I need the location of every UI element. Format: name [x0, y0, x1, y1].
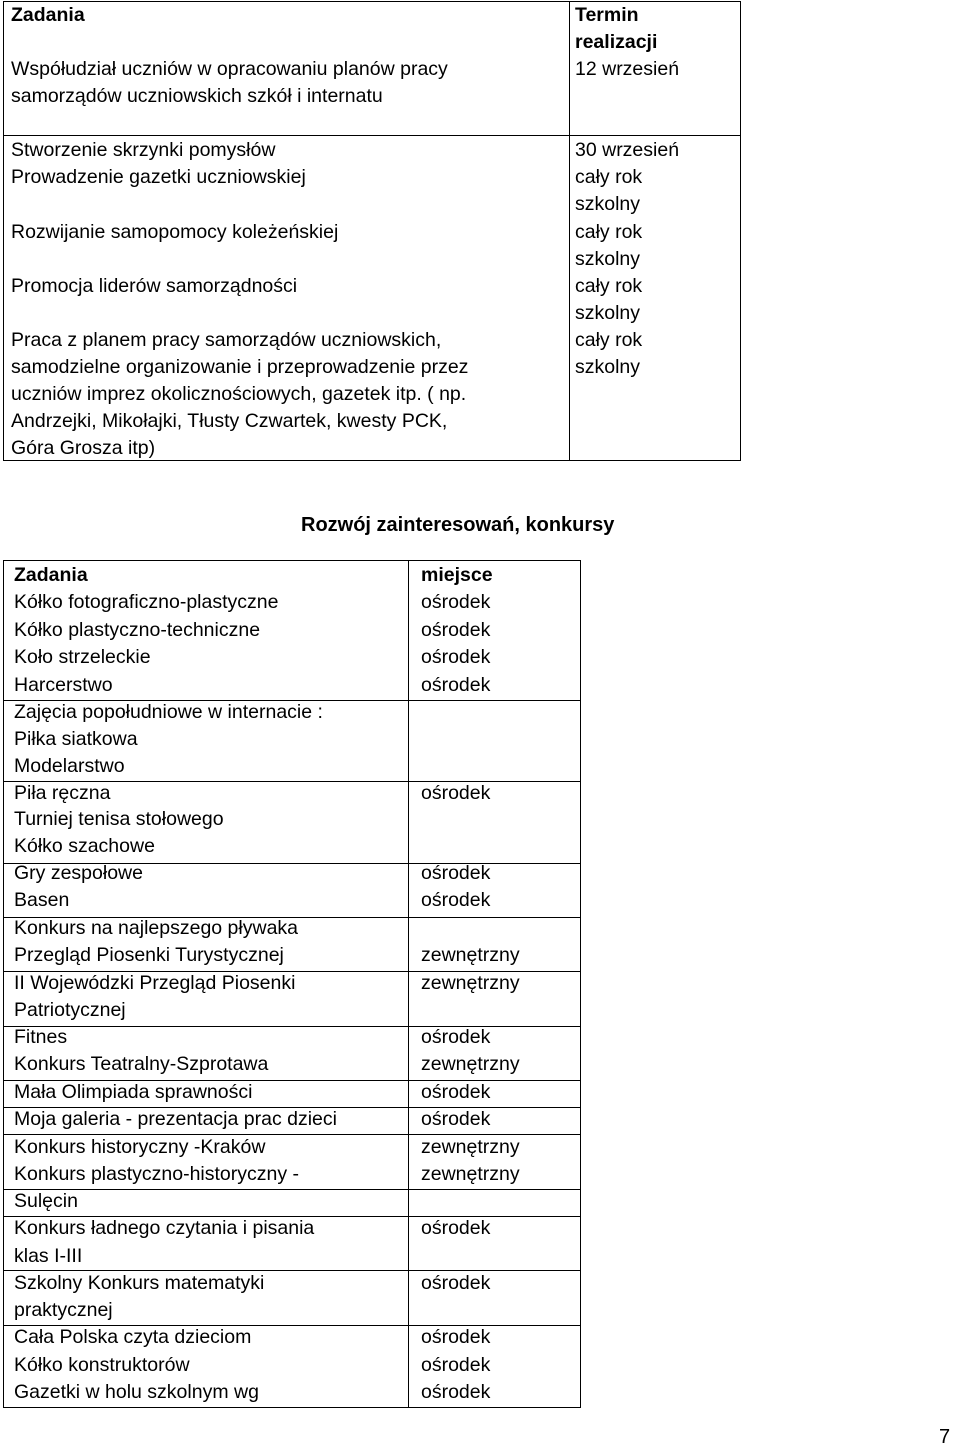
deadline-line: szkolny: [575, 193, 641, 215]
location-line: ośrodek: [421, 1108, 491, 1130]
row-divider: [4, 1189, 580, 1190]
task-line: samodzielne organizowanie i przeprowadzenie przez: [11, 356, 469, 378]
location-line: ośrodek: [421, 1217, 491, 1239]
task-line: Rozwijanie samopomocy koleżeńskiej: [11, 221, 339, 243]
location-line: zewnętrzny: [421, 1053, 520, 1075]
task-line: samorządów uczniowskich szkół i internatu: [11, 85, 383, 107]
activity-line: Modelarstwo: [14, 755, 125, 777]
location-line: ośrodek: [421, 1272, 491, 1294]
location-line: zewnętrzny: [421, 1163, 520, 1185]
task-line: Góra Grosza itp): [11, 437, 156, 459]
task-line: uczniów imprez okolicznościowych, gazetek itp. ( np.: [11, 383, 467, 405]
activity-line: II Wojewódzki Przegląd Piosenki: [14, 972, 296, 994]
header-termin: Termin: [575, 4, 639, 26]
location-line: ośrodek: [421, 889, 491, 911]
location-line: zewnętrzny: [421, 944, 520, 966]
deadline-line: cały rok: [575, 275, 643, 297]
deadline-line: 12 wrzesień: [575, 58, 680, 80]
activity-line: Szkolny Konkurs matematyki: [14, 1272, 265, 1294]
task-line: Praca z planem pracy samorządów uczniowskich,: [11, 329, 442, 351]
page-number: 7: [939, 1426, 951, 1448]
deadline-line: szkolny: [575, 302, 641, 324]
activity-line: praktycznej: [14, 1299, 113, 1321]
deadline-line: cały rok: [575, 329, 643, 351]
activity-line: Turniej tenisa stołowego: [14, 808, 224, 830]
activity-line: Moja galeria - prezentacja prac dzieci: [14, 1108, 337, 1130]
location-line: ośrodek: [421, 782, 491, 804]
location-line: ośrodek: [421, 1026, 491, 1048]
location-line: ośrodek: [421, 674, 491, 696]
task-line: Współudział uczniów w opracowaniu planów pracy: [11, 58, 448, 80]
activity-line: Cała Polska czyta dzieciom: [14, 1326, 252, 1348]
header-realizacji: realizacji: [575, 31, 658, 53]
activity-line: Piła ręczna: [14, 782, 111, 804]
header-miejsce: miejsce: [421, 564, 493, 586]
deadline-line: cały rok: [575, 166, 643, 188]
column-divider: [569, 2, 570, 460]
location-line: ośrodek: [421, 1326, 491, 1348]
row-divider: [4, 1026, 580, 1027]
row-divider: [4, 135, 740, 136]
task-line: Andrzejki, Mikołajki, Tłusty Czwartek, kwesty PCK,: [11, 410, 448, 432]
header-zadania: Zadania: [14, 564, 88, 586]
task-line: Promocja liderów samorządności: [11, 275, 298, 297]
activity-line: Kółko konstruktorów: [14, 1354, 190, 1376]
activity-line: Konkurs plastyczno-historyczny -: [14, 1163, 300, 1185]
activity-line: Kółko szachowe: [14, 835, 155, 857]
activity-line: Koło strzeleckie: [14, 646, 151, 668]
activity-line: Harcerstwo: [14, 674, 113, 696]
location-line: ośrodek: [421, 619, 491, 641]
activity-line: Gry zespołowe: [14, 862, 143, 884]
activity-line: Kółko fotograficzno-plastyczne: [14, 591, 279, 613]
activity-line: Przegląd Piosenki Turystycznej: [14, 944, 284, 966]
deadline-line: szkolny: [575, 248, 641, 270]
location-line: ośrodek: [421, 591, 491, 613]
task-line: Stworzenie skrzynki pomysłów: [11, 139, 276, 161]
deadline-line: szkolny: [575, 356, 641, 378]
location-line: ośrodek: [421, 1354, 491, 1376]
activity-line: Mała Olimpiada sprawności: [14, 1081, 253, 1103]
activity-line: Piłka siatkowa: [14, 728, 138, 750]
activity-line: Kółko plastyczno-techniczne: [14, 619, 261, 641]
task-line: Prowadzenie gazetki uczniowskiej: [11, 166, 306, 188]
header-zadania: Zadania: [11, 4, 85, 26]
activity-line: Gazetki w holu szkolnym wg: [14, 1381, 259, 1403]
activity-line: Zajęcia popołudniowe w internacie :: [14, 701, 323, 723]
activity-line: Konkurs Teatralny-Szprotawa: [14, 1053, 269, 1075]
activity-line: Konkurs ładnego czytania i pisania: [14, 1217, 315, 1239]
activity-line: klas I-III: [14, 1245, 83, 1267]
location-line: ośrodek: [421, 1081, 491, 1103]
section-title: Rozwój zainteresowań, konkursy: [301, 514, 615, 536]
activity-line: Sulęcin: [14, 1190, 78, 1212]
location-line: ośrodek: [421, 1381, 491, 1403]
activity-line: Konkurs na najlepszego pływaka: [14, 917, 299, 939]
location-line: zewnętrzny: [421, 972, 520, 994]
activity-line: Konkurs historyczny -Kraków: [14, 1136, 266, 1158]
location-line: ośrodek: [421, 646, 491, 668]
location-line: zewnętrzny: [421, 1136, 520, 1158]
activity-line: Basen: [14, 889, 70, 911]
deadline-line: 30 wrzesień: [575, 139, 680, 161]
location-line: ośrodek: [421, 862, 491, 884]
activity-line: Patriotycznej: [14, 999, 126, 1021]
activity-line: Fitnes: [14, 1026, 68, 1048]
deadline-line: cały rok: [575, 221, 643, 243]
column-divider: [408, 561, 409, 1407]
